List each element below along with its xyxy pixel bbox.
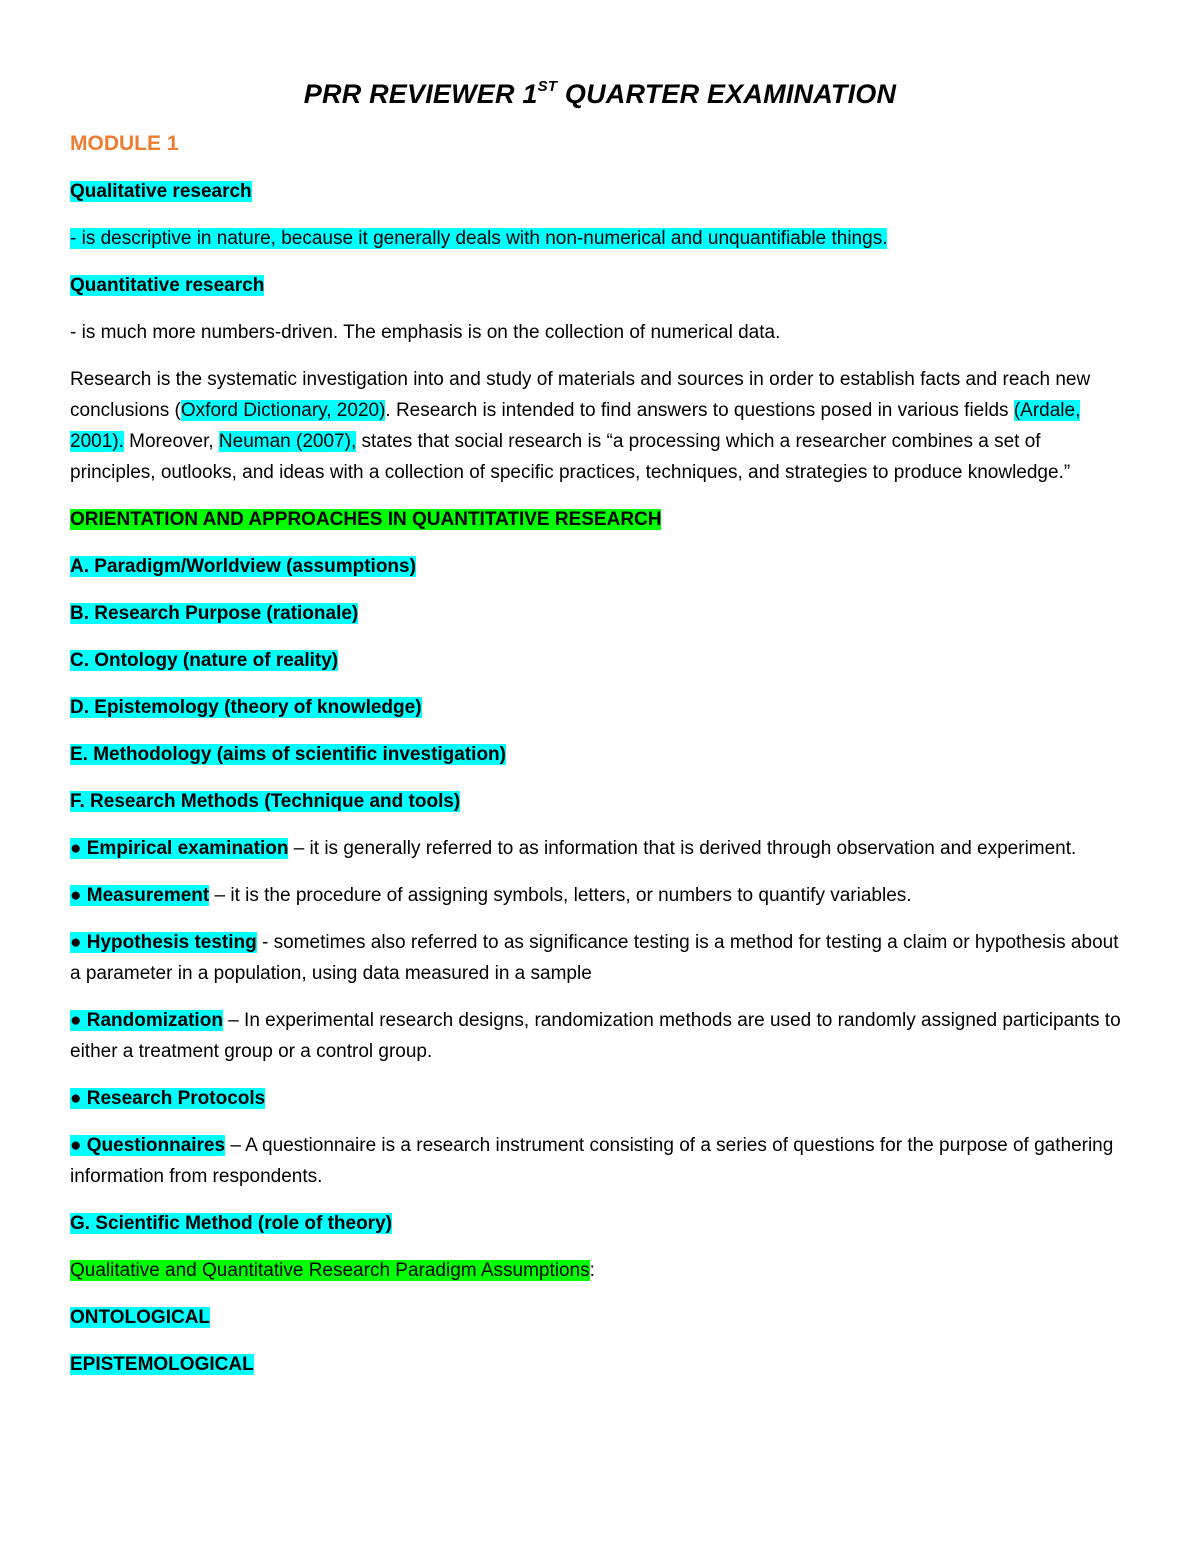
epistemological-heading: EPISTEMOLOGICAL (70, 1354, 254, 1375)
bullet-randomization (70, 1005, 1130, 1067)
document-title (70, 78, 1130, 110)
bullet-term: ● Randomization (70, 1010, 223, 1031)
title-rest: QUARTER EXAMINATION (557, 79, 897, 109)
item-epistemology: D. Epistemology (theory of knowledge) (70, 697, 422, 718)
bullet-term: ● Hypothesis testing (70, 932, 257, 953)
item-research-methods: F. Research Methods (Technique and tools) (70, 791, 461, 812)
research-paragraph (70, 364, 1130, 488)
citation-ardale: (Ardale, 2001). (70, 400, 1081, 452)
paradigm-colon: : (589, 1260, 595, 1281)
bullet-questionnaires (70, 1130, 1130, 1192)
title-main: PRR REVIEWER 1 (303, 79, 538, 109)
title-superscript: ST (537, 78, 558, 95)
quantitative-heading: Quantitative research (70, 275, 265, 296)
bullet-desc: – In experimental research designs, randomization methods are used to randomly assigned participants to either a treatment group or a control group. (70, 1010, 1121, 1062)
bullet-desc: – it is the procedure of assigning symbols, letters, or numbers to quantify variables. (209, 885, 912, 906)
quantitative-definition: - is much more numbers-driven. The emphasis is on the collection of numerical data. (70, 322, 781, 343)
bullet-desc: – it is generally referred to as information that is derived through observation and experiment. (288, 838, 1077, 859)
bullet-term: ● Empirical examination (70, 838, 289, 859)
paradigm-assumptions (70, 1255, 1130, 1286)
ontological-heading: ONTOLOGICAL (70, 1307, 211, 1328)
bullet-desc: – A questionnaire is a research instrument consisting of a series of questions for the purpose of gathering information from respondents. (70, 1135, 1114, 1187)
module-heading: MODULE 1 (70, 132, 179, 155)
bullet-research-protocols (70, 1083, 1130, 1114)
bullet-term: ● Research Protocols (70, 1088, 266, 1109)
orientation-heading: ORIENTATION AND APPROACHES IN QUANTITATIVE RESEARCH (70, 509, 662, 530)
bullet-empirical (70, 833, 1130, 864)
item-ontology: C. Ontology (nature of reality) (70, 650, 339, 671)
qualitative-heading: Qualitative research (70, 181, 252, 202)
research-text-4: states that social research is “a processing which a researcher combines a set of principles, outlooks, and ideas with a collection of specific practices, techniques, and strategies to produce knowledge.” (70, 431, 1071, 483)
bullet-term: ● Measurement (70, 885, 210, 906)
bullet-hypothesis (70, 927, 1130, 989)
paradigm-assumptions-text: Qualitative and Quantitative Research Paradigm Assumptions (70, 1260, 590, 1281)
citation-oxford: Oxford Dictionary, 2020) (180, 400, 386, 421)
item-paradigm: A. Paradigm/Worldview (assumptions) (70, 556, 416, 577)
bullet-measurement (70, 880, 1130, 911)
bullet-term: ● Questionnaires (70, 1135, 226, 1156)
item-methodology: E. Methodology (aims of scientific investigation) (70, 744, 506, 765)
item-research-purpose: B. Research Purpose (rationale) (70, 603, 359, 624)
citation-neuman: Neuman (2007), (218, 431, 357, 452)
research-text-2: . Research is intended to find answers to questions posed in various fields (385, 400, 1014, 421)
qualitative-definition: - is descriptive in nature, because it generally deals with non-numerical and unquantifiable things. (70, 228, 888, 249)
bullet-desc: - sometimes also referred to as significance testing is a method for testing a claim or hypothesis about a parameter in a population, using data measured in a sample (70, 932, 1119, 984)
research-text-1: Research is the systematic investigation into and study of materials and sources in order to establish facts and reach new conclusions ( (70, 369, 1091, 421)
research-text-3: Moreover, (123, 431, 219, 452)
item-scientific-method: G. Scientific Method (role of theory) (70, 1213, 392, 1234)
